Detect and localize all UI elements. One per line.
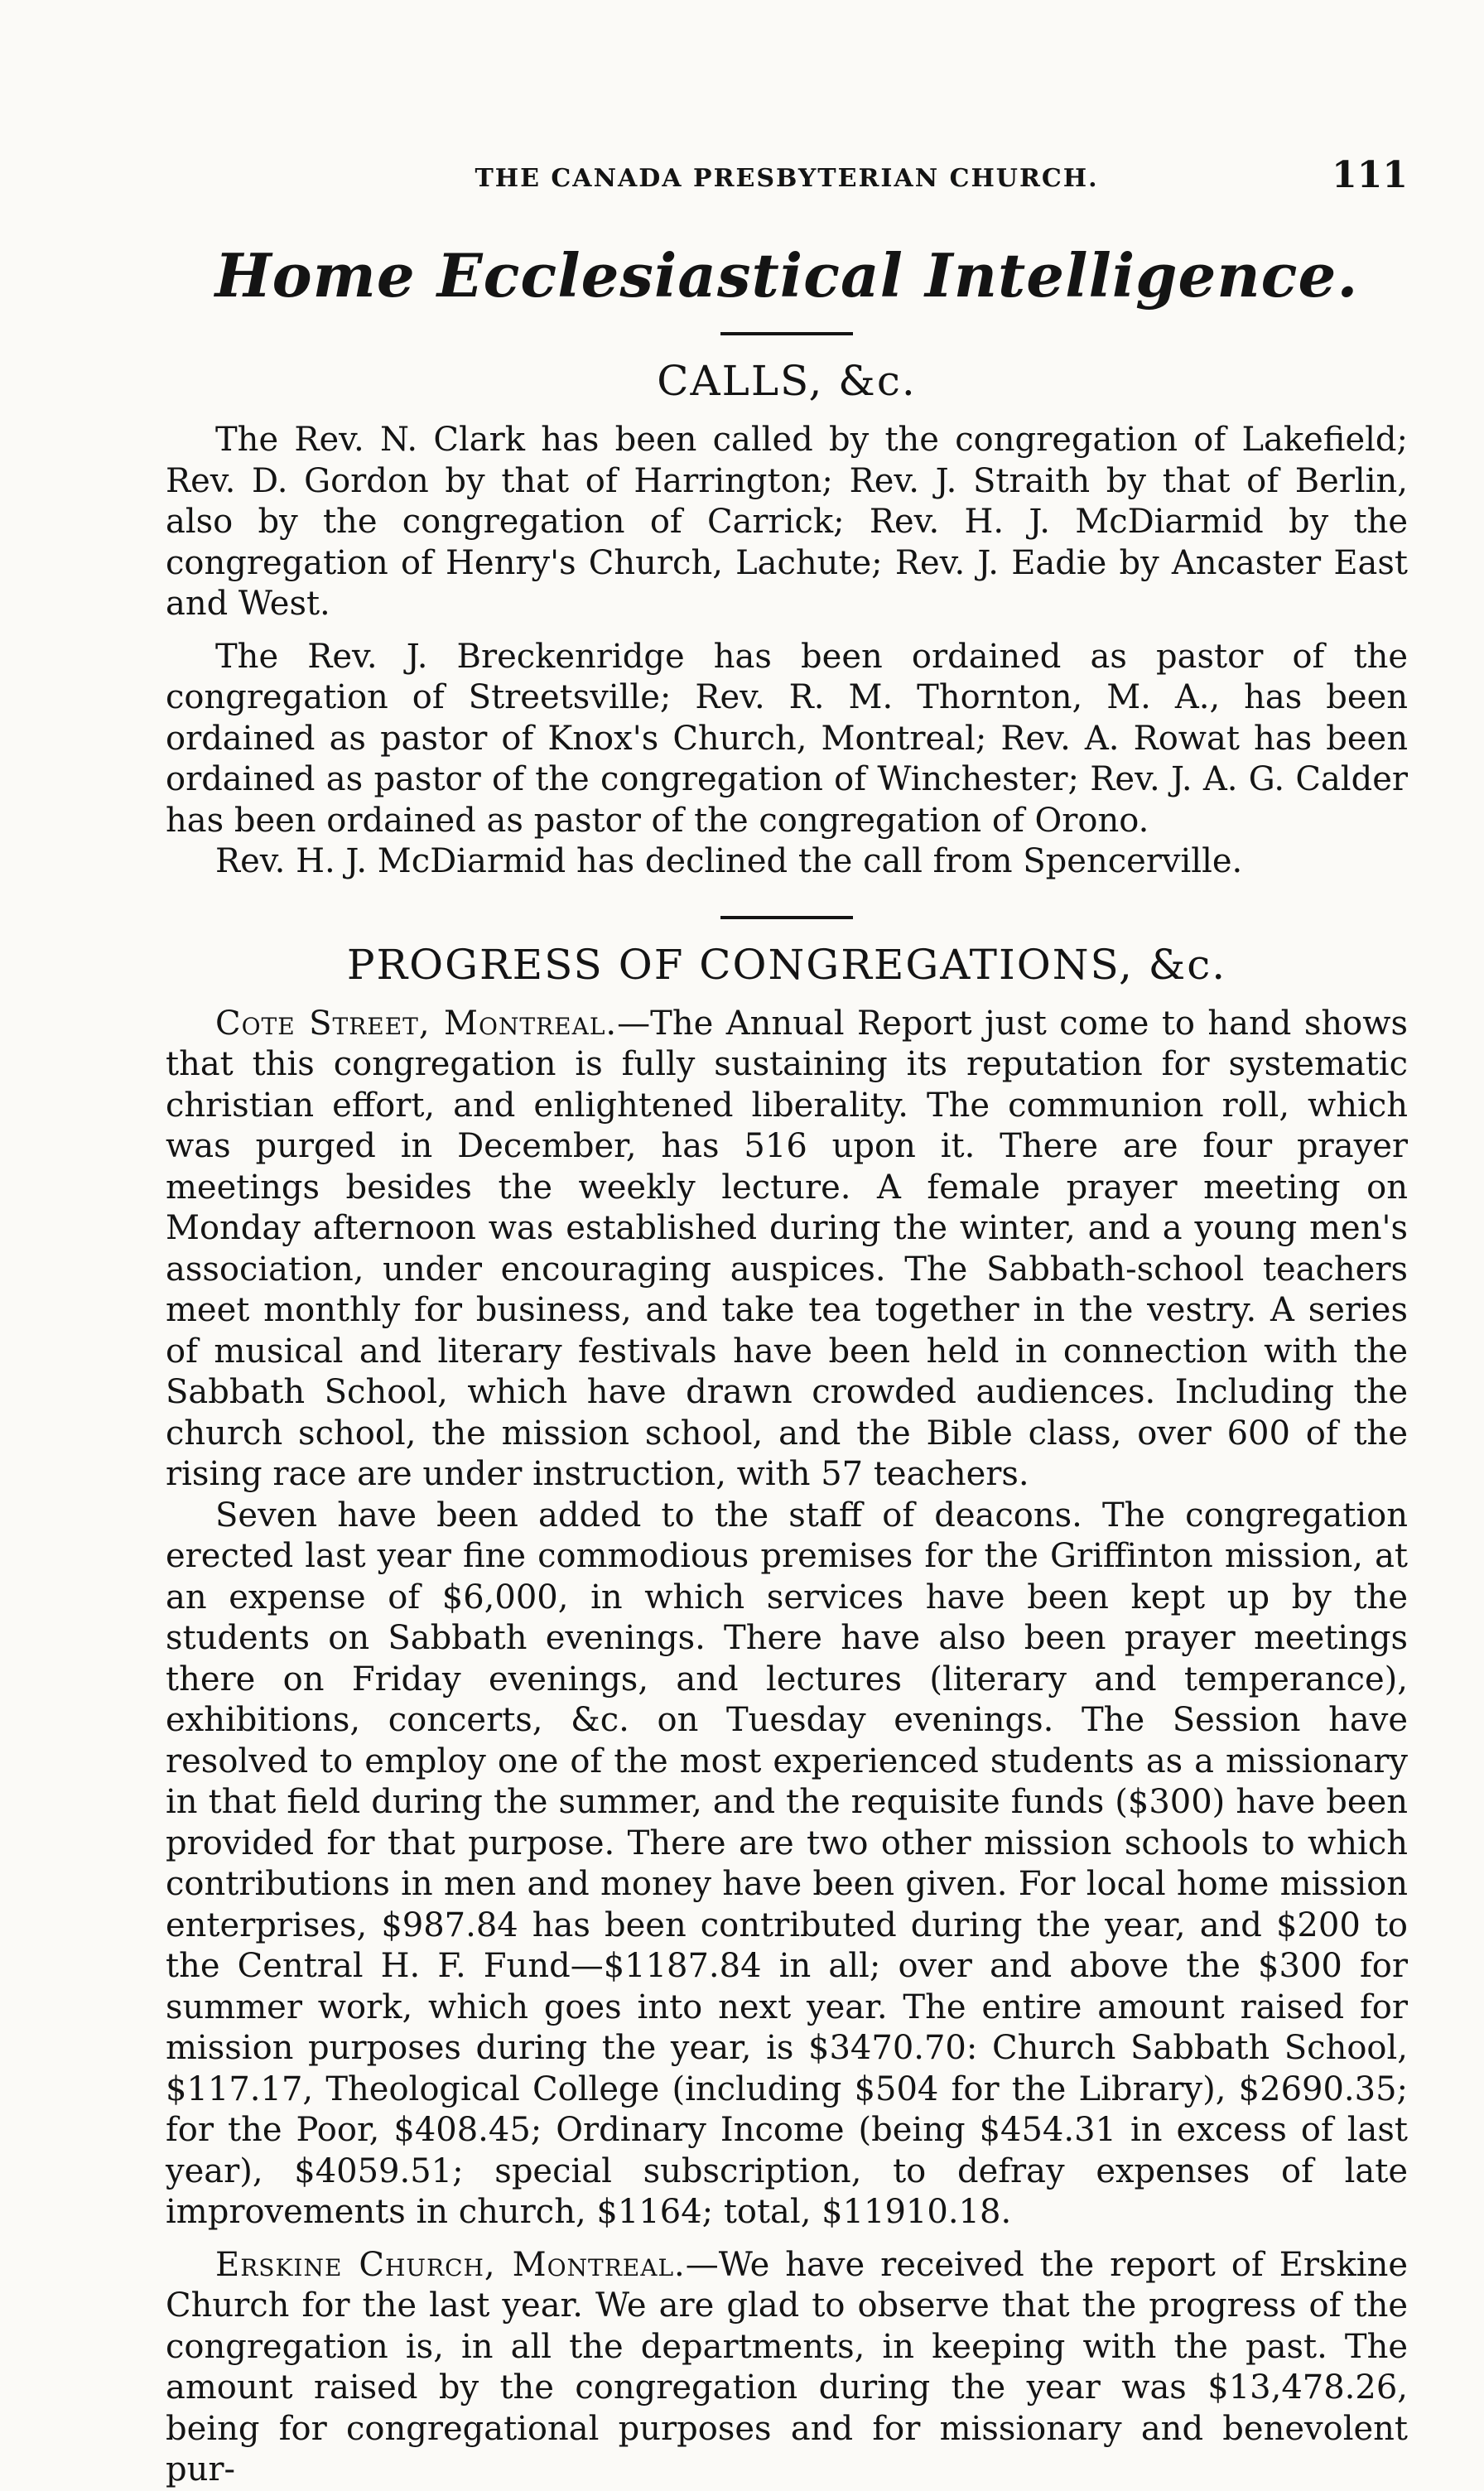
erskine-text: —We have received the report of Erskine Church for the last year. We are glad to observe that the progress of the congregation is, in all the departments, in keeping with the past. The amount raised by the congregation during the year was $13,478.26, being for congregational purposes and for missionary and benevolent pur- [166, 2245, 1409, 2489]
page [166, 149, 1408, 2491]
page-number: 111 [1332, 154, 1408, 196]
running-title: THE CANADA PRESBYTERIAN CHURCH. [475, 164, 1099, 193]
section-rule [720, 916, 853, 919]
erskine-lead: Erskine Church, Montreal. [215, 2245, 686, 2284]
calls-paragraph-1: The Rev. N. Clark has been called by the congregation of Lakefield; Rev. D. Gordon by that of Harrington; Rev. J. Straith by that of Berlin, also by the congregation of Carrick; Rev. H. J. McDiarmid by the congregation of Henry's Church, Lachute; Rev. J. Eadie by Ancaster East and West. [166, 421, 1408, 623]
main-heading: Home Ecclesiastical Intelligence. [214, 240, 1359, 311]
calls-paragraph-3: Rev. H. J. McDiarmid has declined the call from Spencerville. [215, 842, 1243, 880]
cote-street-text-1: —The Annual Report just come to hand shows that this congregation is fully sustaining its reputation for systematic christian effort, and enlightened liberality. The communion roll, which was purged in December, has 516 upon it. There are four prayer meetings besides the weekly lecture. A female prayer meeting on Monday afternoon was established during the winter, and a young men's association, under encouraging auspices. The Sabbath-school teachers meet monthly for business, and take tea together in the vestry. A series of musical and literary festivals have been held in connection with the Sabbath School, which have drawn crowded audiences. Including the church school, the mission school, and the Bible class, over 600 of the rising race are under instruction, with 57 teachers. [166, 1004, 1408, 1493]
calls-heading: CALLS, &c. [657, 357, 917, 405]
erskine-paragraph [166, 2245, 1408, 2491]
cote-street-paragraph-1 [166, 1004, 1408, 1496]
heading-rule [720, 332, 853, 335]
running-head [166, 149, 1408, 207]
progress-heading: PROGRESS OF CONGREGATIONS, &c. [346, 940, 1227, 989]
cote-street-paragraph-2: Seven have been added to the staff of deacons. The congregation erected last year fine commodious premises for the Griffinton mission, at an expense of $6,000, in which services have been kept up by the students on Sabbath evenings. There have also been prayer meetings there on Friday evenings, and lectures (literary and temperance), exhibitions, concerts, &c. on Tuesday evenings. The Session have resolved to employ one of the most experienced students as a missionary in that field during the summer, and the requisite funds ($300) have been provided for that purpose. There are two other mission schools to which contributions in men and money have been given. For local home mission enterprises, $987.84 has been contributed during the year, and $200 to the Central H. F. Fund—$1187.84 in all; over and above the $300 for summer work, which goes into next year. The entire amount raised for mission purposes during the year, is $3470.70: Church Sabbath School, $117.17, Theological College (including $504 for the Library), $2690.35; for the Poor, $408.45; Ordinary Income (being $454.31 in excess of last year), $4059.51; special subscription, to defray expenses of late improvements in church, $1164; total, $11910.18. [166, 1496, 1408, 2231]
calls-paragraph-2: The Rev. J. Breckenridge has been ordained as pastor of the congregation of Streetsville; Rev. R. M. Thornton, M. A., has been ordained as pastor of Knox's Church, Montreal; Rev. A. Rowat has been ordained as pastor of the congregation of Winchester; Rev. J. A. G. Calder has been ordained as pastor of the congregation of Orono. [166, 637, 1408, 840]
cote-street-lead: Cote Street, Montreal. [215, 1004, 618, 1043]
